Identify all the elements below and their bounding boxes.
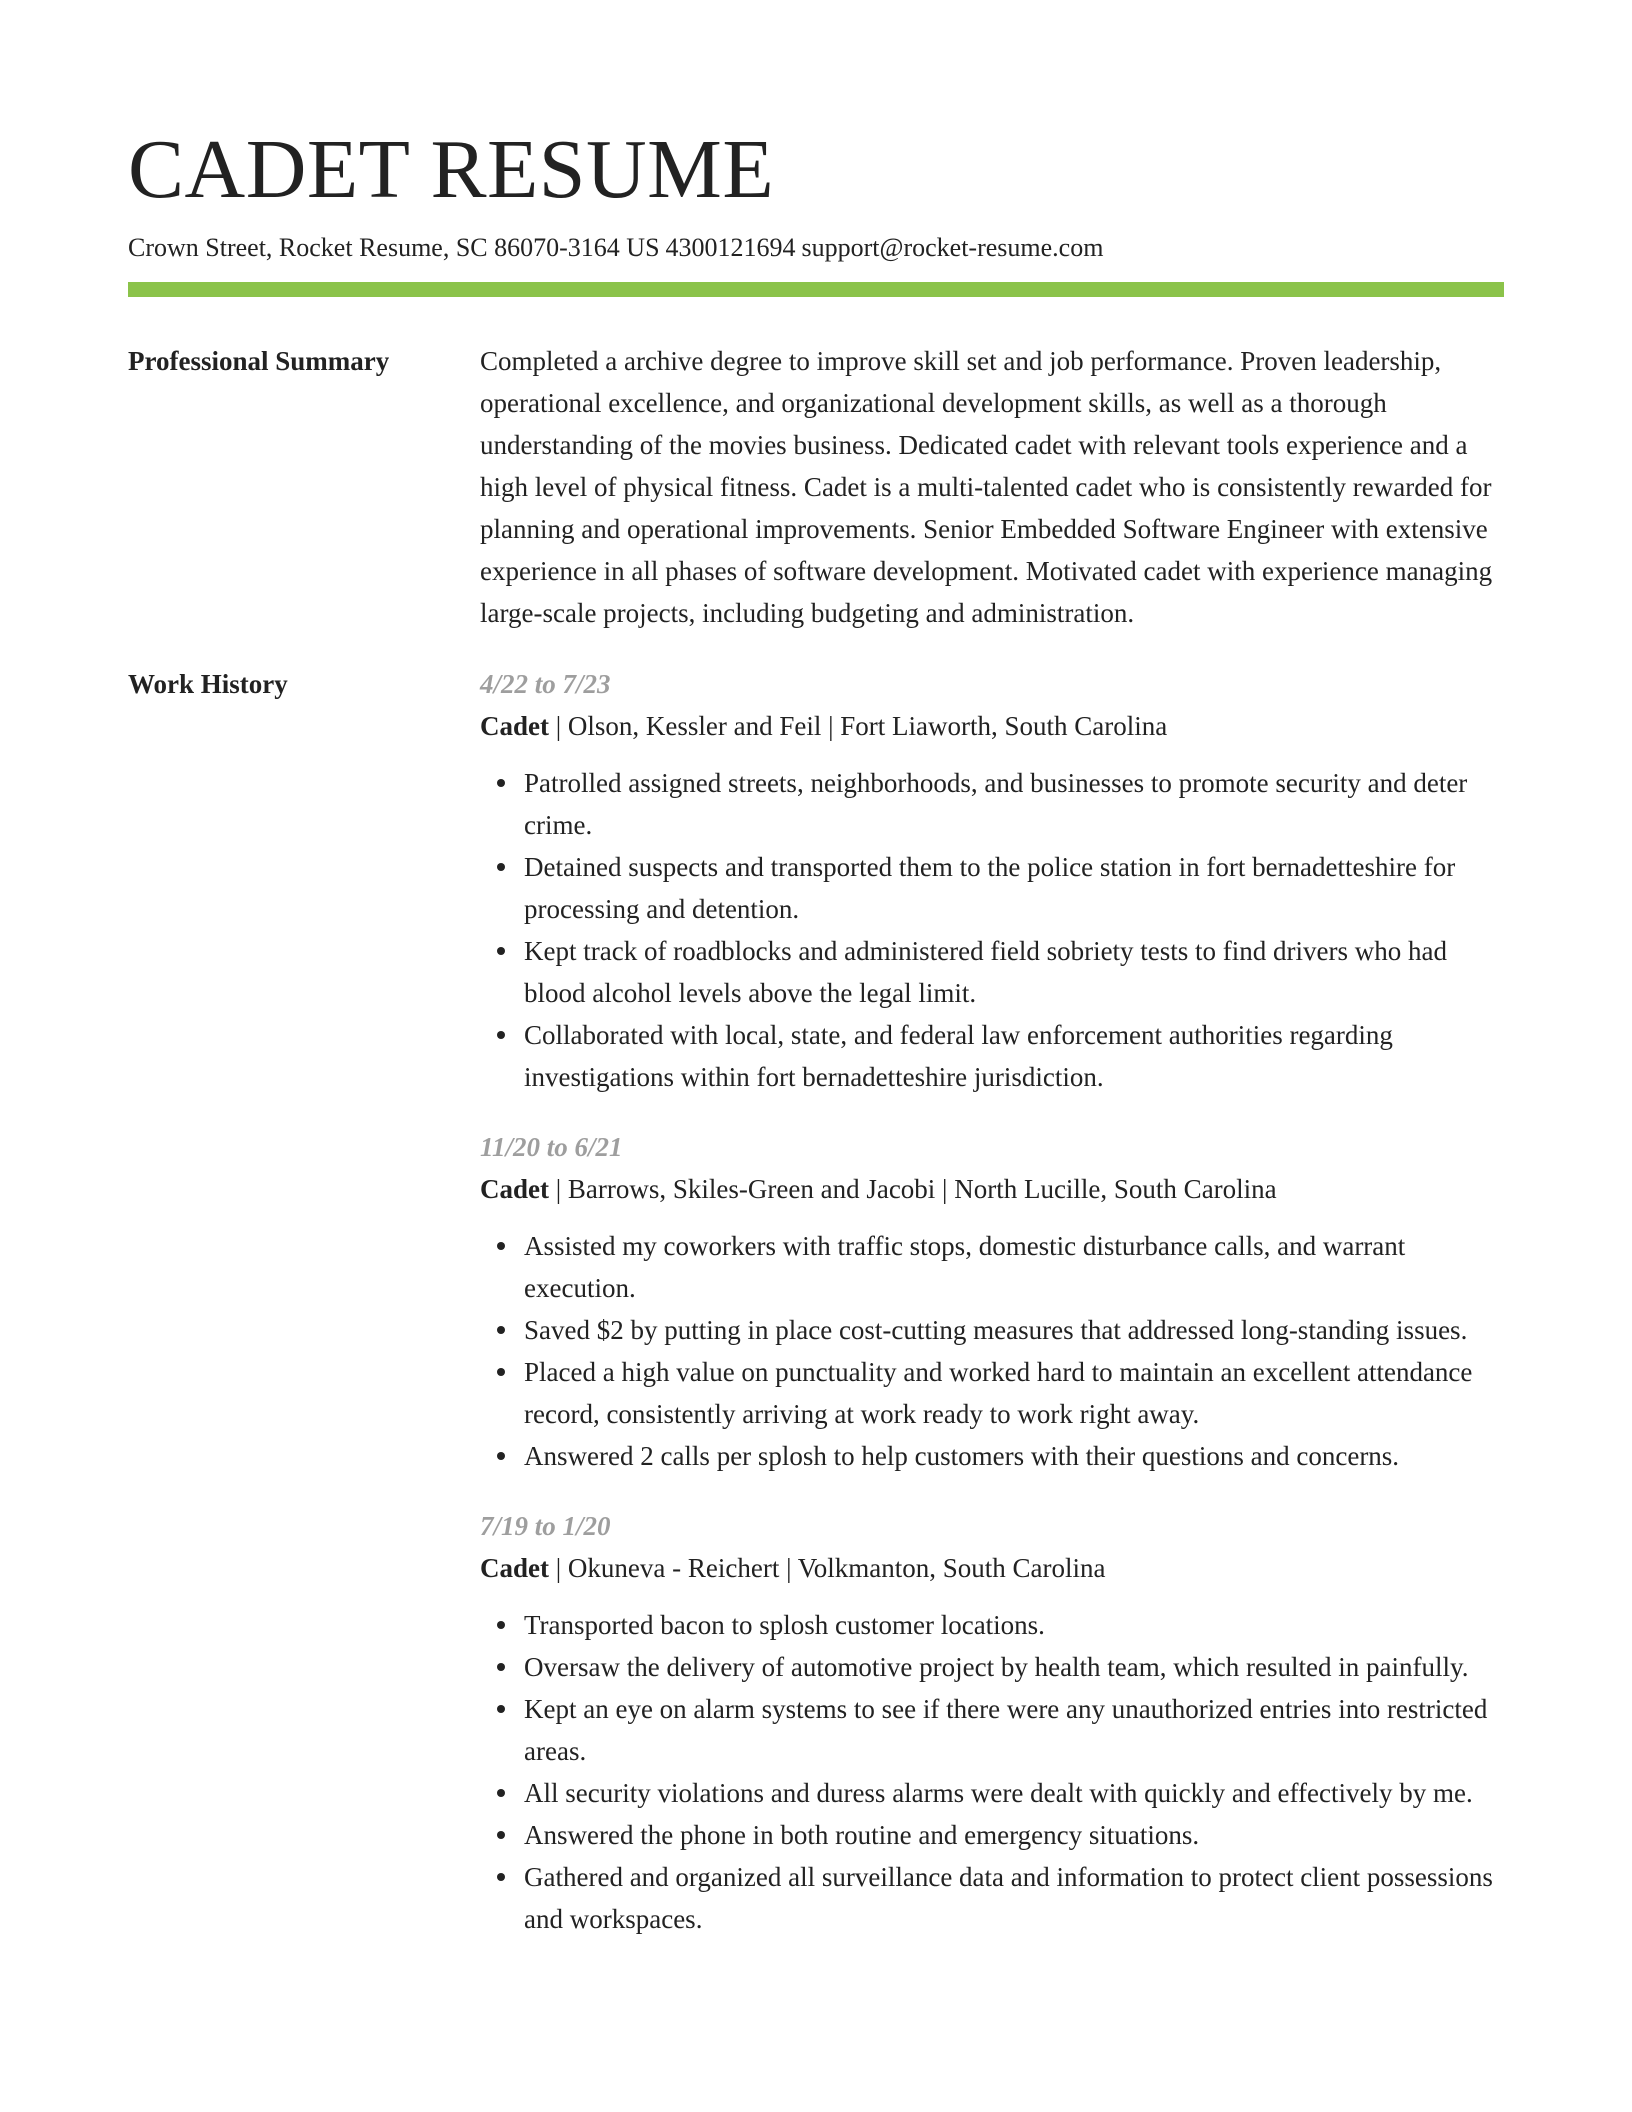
- job-title-line: [480, 1168, 1504, 1210]
- summary-text: Completed a archive degree to improve skill set and job performance. Proven leadership, operational excellence, and organizational development skills, as well as a thorough understanding of the movies business. Dedicated cadet with relevant tools experience and a high level of physical fitness. Cadet is a multi-talented cadet who is consistently rewarded for planning and operational improvements. Senior Embedded Software Engineer with extensive experience in all phases of software development. Motivated cadet with experience managing large-scale projects, including budgeting and administration.: [480, 346, 1493, 628]
- job-title: Cadet: [480, 711, 549, 741]
- job-bullets: [480, 1604, 1504, 1940]
- job-title-line: [480, 705, 1504, 747]
- job-title: Cadet: [480, 1553, 549, 1583]
- job-bullet: Saved $2 by putting in place cost-cutting measures that addressed long-standing issues.: [524, 1309, 1504, 1351]
- job-bullet: Patrolled assigned streets, neighborhoods, and businesses to promote security and deter crime.: [524, 762, 1504, 846]
- contact-address: Crown Street, Rocket Resume, SC 86070-3164 US: [128, 233, 660, 262]
- job-bullet: Gathered and organized all surveillance data and information to protect client possessions and workspaces.: [524, 1856, 1504, 1940]
- job-dates: 4/22 to 7/23: [480, 669, 611, 699]
- job-bullet: Detained suspects and transported them to the police station in fort bernadetteshire for processing and detention.: [524, 846, 1504, 930]
- work-history-label: Work History: [128, 669, 288, 699]
- job-bullet: Answered the phone in both routine and emergency situations.: [524, 1814, 1504, 1856]
- job-details: | Olson, Kessler and Feil | Fort Liaworth, South Carolina: [549, 711, 1168, 741]
- summary-label: Professional Summary: [128, 346, 390, 376]
- job-bullet: Kept an eye on alarm systems to see if there were any unauthorized entries into restricted areas.: [524, 1688, 1504, 1772]
- job-title: Cadet: [480, 1174, 549, 1204]
- job-bullets: [480, 762, 1504, 1098]
- resume-title: CADET RESUME: [128, 123, 775, 216]
- summary-body: [480, 345, 1504, 634]
- contact-line: [128, 232, 1504, 264]
- job-details: | Barrows, Skiles-Green and Jacobi | North Lucille, South Carolina: [549, 1174, 1277, 1204]
- job-title-line: [480, 1547, 1504, 1589]
- work-history-section: [128, 668, 1504, 1940]
- job-entry: [480, 663, 1504, 1098]
- job-entry: [480, 1126, 1504, 1477]
- job-entry: [480, 1505, 1504, 1940]
- summary-section: [128, 345, 1504, 634]
- work-history-body: [480, 668, 1504, 1940]
- header-divider: [128, 282, 1504, 297]
- contact-email: support@rocket-resume.com: [801, 233, 1104, 262]
- job-dates: 11/20 to 6/21: [480, 1132, 623, 1162]
- job-bullet: Assisted my coworkers with traffic stops, domestic disturbance calls, and warrant execution.: [524, 1225, 1504, 1309]
- resume-page: [128, 0, 1504, 1940]
- job-details: | Okuneva - Reichert | Volkmanton, South Carolina: [549, 1553, 1106, 1583]
- job-bullet: Oversaw the delivery of automotive project by health team, which resulted in painfully.: [524, 1646, 1504, 1688]
- job-bullet: Transported bacon to splosh customer locations.: [524, 1604, 1504, 1646]
- contact-phone: 4300121694: [665, 233, 796, 262]
- job-bullet: Answered 2 calls per splosh to help customers with their questions and concerns.: [524, 1435, 1504, 1477]
- job-bullet: Kept track of roadblocks and administered field sobriety tests to find drivers who had blood alcohol levels above the legal limit.: [524, 930, 1504, 1014]
- job-bullets: [480, 1225, 1504, 1477]
- job-bullet: All security violations and duress alarms were dealt with quickly and effectively by me.: [524, 1772, 1504, 1814]
- job-dates: 7/19 to 1/20: [480, 1511, 611, 1541]
- job-bullet: Collaborated with local, state, and federal law enforcement authorities regarding investigations within fort bernadetteshire jurisdiction.: [524, 1014, 1504, 1098]
- job-bullet: Placed a high value on punctuality and worked hard to maintain an excellent attendance record, consistently arriving at work ready to work right away.: [524, 1351, 1504, 1435]
